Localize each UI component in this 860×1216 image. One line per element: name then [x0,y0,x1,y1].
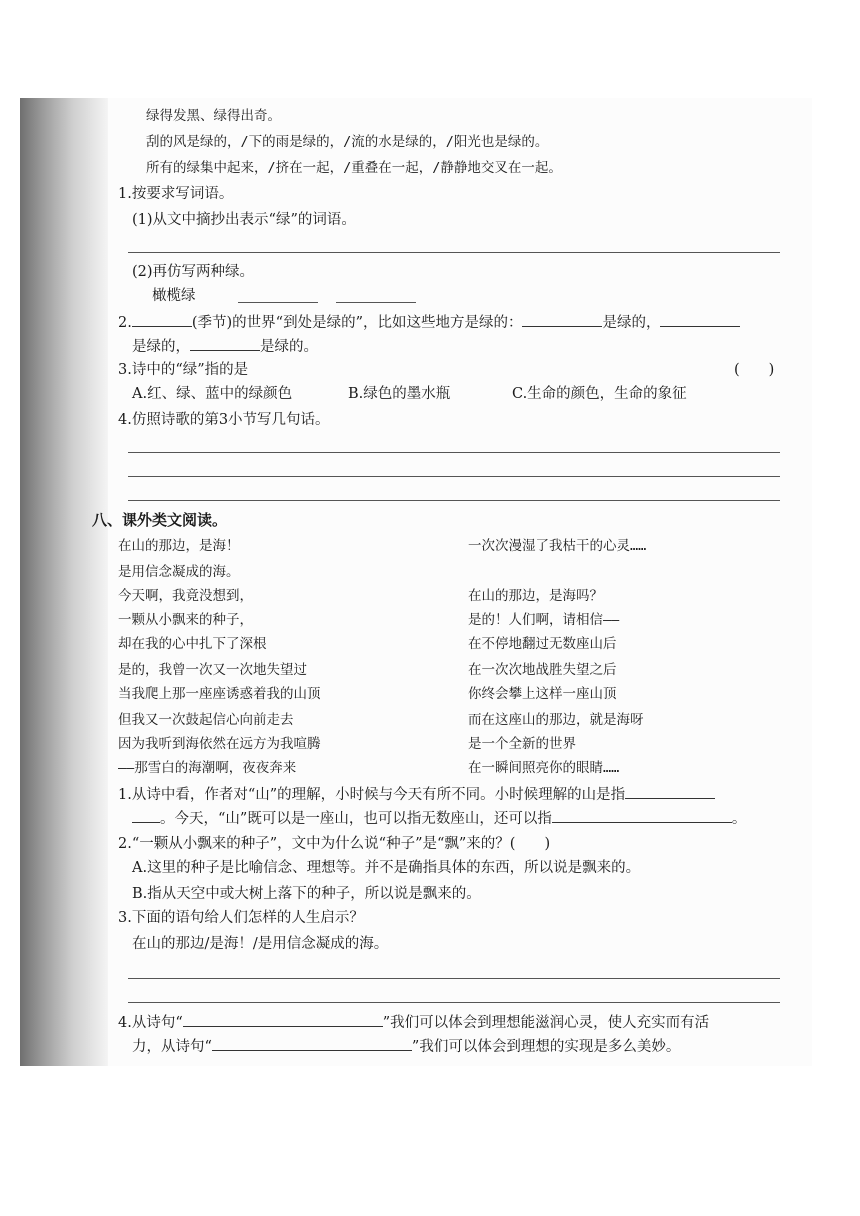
answer-blank[interactable] [183,1012,383,1027]
s8-question-4-line1 [118,1012,709,1033]
s8-question-1-text: 。今天，“山”既可以是一座山，也可以指无数座山，还可以指 [160,811,552,827]
answer-blank[interactable] [660,312,740,327]
answer-blank[interactable] [552,808,732,823]
poem-right-line: 在一次次地战胜失望之后 [468,662,617,678]
answer-line[interactable] [128,978,780,979]
poem-left-line: 是用信念凝成的海。 [118,564,240,580]
poem-right-line: 你终会攀上这样一座山顶 [468,686,617,702]
answer-blank[interactable] [132,808,160,823]
option-a: A.红、绿、蓝中的绿颜色 [132,386,293,402]
poem-left-line: 当我爬上那一座座诱惑着我的山顶 [118,686,321,702]
s8-question-1-text: 。 [731,811,747,827]
s8-question-3: 3.下面的语句给人们怎样的人生启示？ [118,910,364,926]
poem-right-line: 是一个全新的世界 [468,736,576,752]
s8-question-1-line1 [118,784,715,805]
answer-line[interactable] [128,500,780,501]
answer-blank[interactable] [238,302,318,303]
s8-question-4-text: ”我们可以体会到理想能滋润心灵，使人充实而有活 [382,1015,710,1031]
poem-right-line: 在山的那边，是海吗？ [468,588,603,604]
answer-line[interactable] [128,1002,780,1003]
poem-right-line: 是的！人们啊，请相信—— [468,612,620,628]
example-word: 橄榄绿 [152,288,196,304]
question-2-text: 是绿的， [132,339,190,355]
s8-question-4-line2 [132,1036,680,1057]
question-3-title: 3.诗中的“绿”指的是 [118,362,249,378]
s8-question-4-text: 力，从诗句“ [132,1039,212,1055]
option-b: B.绿色的墨水瓶 [348,386,451,402]
answer-blank[interactable] [625,784,715,799]
poem-left-line: 在山的那边，是海！ [118,538,240,554]
poem-right-line: 而在这座山的那边，就是海呀 [468,712,644,728]
question-1-title: 1.按要求写词语。 [118,186,234,202]
book-spine-shadow [20,98,108,1066]
poem-left-line: 却在我的心中扎下了深根 [118,636,267,652]
poem-right-line: 一次次漫湿了我枯干的心灵…… [468,538,647,554]
answer-blank[interactable] [522,312,602,327]
s8-option-a: A.这里的种子是比喻信念、理想等。并不是确指具体的东西，所以说是飘来的。 [132,860,641,876]
s8-question-3-quote: 在山的那边/是海！/是用信念凝成的海。 [132,936,389,952]
poem-right-line: 在不停地翻过无数座山后 [468,636,617,652]
answer-bracket[interactable]: ( ) [734,362,775,378]
section-8-heading: 八、课外类文阅读。 [92,511,228,529]
poem-line: 刮的风是绿的，/下的雨是绿的，/流的水是绿的，/阳光也是绿的。 [146,134,549,150]
s8-question-4-text: 4.从诗句“ [118,1015,183,1031]
s8-question-1-text: 1.从诗中看，作者对“山”的理解，小时候与今天有所不同。小时候理解的山是指 [118,787,626,803]
answer-blank[interactable] [190,336,260,351]
poem-left-line: 一颗从小飘来的种子， [118,612,253,628]
option-c: C.生命的颜色，生命的象征 [512,386,687,402]
poem-left-line: 因为我听到海依然在远方为我喧腾 [118,736,321,752]
s8-question-4-text: ”我们可以体会到理想的实现是多么美妙。 [411,1039,681,1055]
question-2-line1 [118,312,740,333]
s8-question-1-line2 [132,808,746,829]
s8-option-b: B.指从天空中或大树上落下的种子，所以说是飘来的。 [132,886,481,902]
question-4-title: 4.仿照诗歌的第3小节写几句话。 [118,412,330,428]
question-1-sub1: (1)从文中摘抄出表示“绿”的词语。 [132,212,356,228]
s8-question-2: 2.“一颗从小飘来的种子”，文中为什么说“种子”是“飘”来的？( ) [118,836,551,852]
poem-left-line: ——那雪白的海潮啊，夜夜奔来 [118,760,297,776]
question-2-text: (季节)的世界“到处是绿的”，比如这些地方是绿的： [191,315,523,331]
poem-left-line: 是的，我曾一次又一次地失望过 [118,662,307,678]
question-1-sub2: (2)再仿写两种绿。 [132,264,255,280]
answer-blank[interactable] [132,312,192,327]
question-number: 2. [118,315,132,331]
answer-blank[interactable] [336,302,416,303]
poem-line: 绿得发黑、绿得出奇。 [146,108,281,124]
question-2-text: 是绿的。 [260,339,318,355]
question-2-line2 [132,336,318,357]
question-2-text: 是绿的， [602,315,661,331]
answer-line[interactable] [128,252,780,253]
answer-line[interactable] [128,476,780,477]
poem-left-line: 但我又一次鼓起信心向前走去 [118,712,294,728]
poem-right-line: 在一瞬间照亮你的眼睛…… [468,760,620,776]
poem-left-line: 今天啊，我竟没想到， [118,588,253,604]
answer-blank[interactable] [212,1036,412,1051]
poem-line: 所有的绿集中起来，/挤在一起，/重叠在一起，/静静地交叉在一起。 [146,160,562,176]
answer-line[interactable] [128,452,780,453]
